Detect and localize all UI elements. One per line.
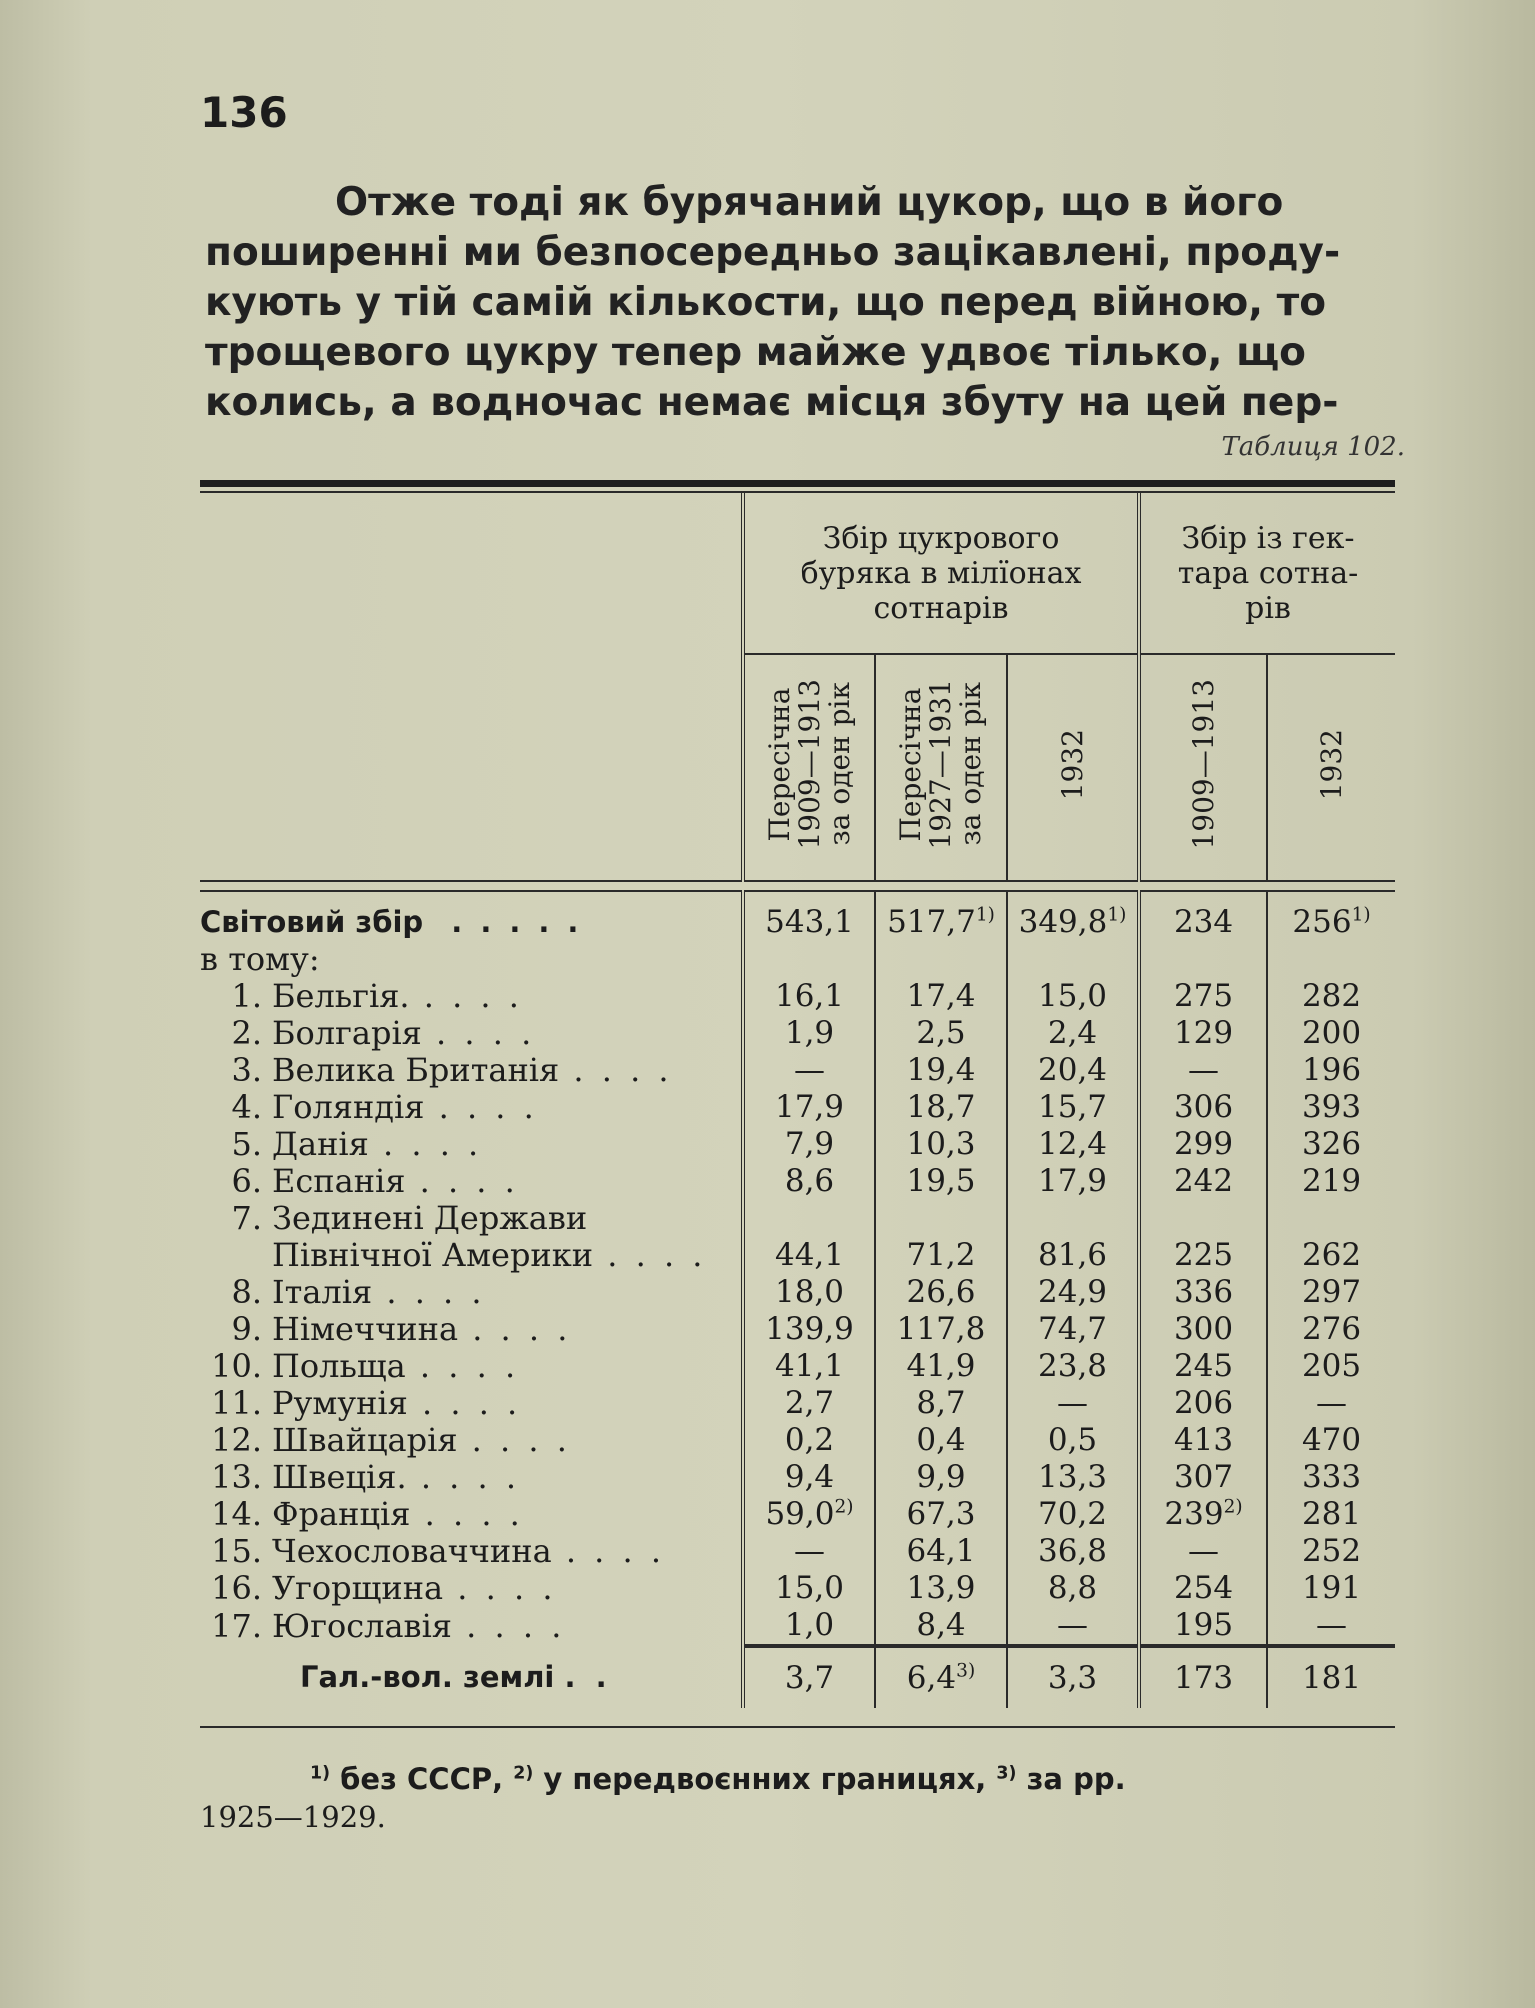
table-cell: 1,9 (743, 1015, 875, 1052)
table-cell (1267, 1200, 1395, 1237)
table-cell: 191 (1267, 1570, 1395, 1607)
table-cell (1007, 1200, 1139, 1237)
table-cell: 16,1 (743, 978, 875, 1015)
table-cell: 205 (1267, 1348, 1395, 1385)
footnote-mark: 1) (975, 904, 995, 926)
header-divider (200, 881, 1395, 891)
subheader-text: Пересічна 1909—1913 за оден рік (762, 679, 856, 850)
country-name: 11. Румунія . . . . (211, 1384, 522, 1422)
table-cell: 281 (1267, 1496, 1395, 1533)
table-cell: — (743, 1052, 875, 1089)
table-cell: 17,9 (743, 1089, 875, 1126)
table-cell: 0,2 (743, 1422, 875, 1459)
table-cell: 7,9 (743, 1126, 875, 1163)
subheader-col-4 (1139, 654, 1267, 881)
group-header-harvest-text: Збір цукрового буряка в мілїонах сотнарів (800, 520, 1082, 626)
country-name: 14. Франція . . . . (211, 1495, 524, 1533)
table-cell (1139, 1200, 1267, 1237)
group-header-yield (1139, 493, 1395, 654)
table-cell: 299 (1139, 1126, 1267, 1163)
table-cell: 13,9 (875, 1570, 1007, 1607)
table-cell: 276 (1267, 1311, 1395, 1348)
table-cell: 2,4 (1007, 1015, 1139, 1052)
table-cell: 254 (1139, 1570, 1267, 1607)
table-cell: 8,8 (1007, 1570, 1139, 1607)
table-cell: 262 (1267, 1237, 1395, 1274)
country-name: 8. Італія . . . . (231, 1273, 486, 1311)
table-cell: 64,1 (875, 1533, 1007, 1570)
table-cell: 18,0 (743, 1274, 875, 1311)
paragraph-line: кують у тій самій кількости, що перед війною, то (205, 280, 1327, 325)
in-which-label: в тому: (200, 940, 320, 978)
table-cell: 470 (1267, 1422, 1395, 1459)
footnote-line-1: $^{1)}$ без СССР, $^{2)}$ у передвоєнних границях, $^{3)}$ за рр. (310, 1762, 1126, 1796)
table-cell: 173 (1139, 1646, 1267, 1708)
table-cell (875, 1200, 1007, 1237)
table-cell: 8,4 (875, 1607, 1007, 1646)
page-number: 136 (200, 88, 288, 137)
summary-label: Гал.-вол. землі . . (300, 1659, 607, 1694)
table-row (200, 1570, 1395, 1607)
subheader-col-3 (1007, 654, 1139, 881)
table-cell: — (1267, 1607, 1395, 1646)
table-cell: 41,9 (875, 1348, 1007, 1385)
table-cell: 2,7 (743, 1385, 875, 1422)
table-row (200, 1015, 1395, 1052)
table-cell: 8,7 (875, 1385, 1007, 1422)
subheader-col-2 (875, 654, 1007, 881)
table-cell: 81,6 (1007, 1237, 1139, 1274)
table-cell: 1,0 (743, 1607, 875, 1646)
table-cell: — (1139, 1533, 1267, 1570)
table-cell: 200 (1267, 1015, 1395, 1052)
table-cell: 393 (1267, 1089, 1395, 1126)
table-cell: 2,5 (875, 1015, 1007, 1052)
table-row (200, 1311, 1395, 1348)
footnote-mark: 2) (834, 1496, 854, 1518)
table-row (200, 1607, 1395, 1646)
table-cell: 41,1 (743, 1348, 875, 1385)
table-cell: 20,4 (1007, 1052, 1139, 1089)
table-cell: 256$^{1)}$ (1267, 891, 1395, 941)
table-cell: 225 (1139, 1237, 1267, 1274)
country-name: Північної Америки . . . . (272, 1236, 707, 1274)
table-cell: 18,7 (875, 1089, 1007, 1126)
table-row (200, 1496, 1395, 1533)
table-cell: 9,9 (875, 1459, 1007, 1496)
table-cell: 74,7 (1007, 1311, 1139, 1348)
footnote-mark: 1) (1351, 904, 1371, 926)
table-cell: 0,5 (1007, 1422, 1139, 1459)
table-cell: 282 (1267, 978, 1395, 1015)
footnote-mark: 3) (956, 1660, 976, 1682)
country-name: 3. Велика Британія . . . . (231, 1051, 673, 1089)
table-cell: 10,3 (875, 1126, 1007, 1163)
body-paragraph (205, 178, 1405, 428)
country-name: 13. Швеція. . . . . (211, 1458, 521, 1496)
table-row (200, 1163, 1395, 1200)
table-cell: 12,4 (1007, 1126, 1139, 1163)
table-cell: 181 (1267, 1646, 1395, 1708)
table-cell: 326 (1267, 1126, 1395, 1163)
table-cell: 206 (1139, 1385, 1267, 1422)
table-cell: 9,4 (743, 1459, 875, 1496)
country-name: 12. Швайцарія . . . . (211, 1421, 571, 1459)
table-cell: 307 (1139, 1459, 1267, 1496)
table-cell: 13,3 (1007, 1459, 1139, 1496)
group-header-yield-text: Збір із гек- тара сотна- рів (1177, 520, 1359, 626)
table-cell: 26,6 (875, 1274, 1007, 1311)
table-cell: 219 (1267, 1163, 1395, 1200)
table-row (200, 1126, 1395, 1163)
country-name: 2. Болгарія . . . . (231, 1014, 536, 1052)
country-name: 6. Еспанія . . . . (231, 1162, 519, 1200)
subheader-col-5 (1267, 654, 1395, 881)
table-row (200, 1459, 1395, 1496)
table-cell: 195 (1139, 1607, 1267, 1646)
table-cell: — (1139, 1052, 1267, 1089)
table-cell: 3,3 (1007, 1646, 1139, 1708)
table-row (200, 1348, 1395, 1385)
footnote-rule (200, 1726, 1395, 1728)
table-row (200, 1274, 1395, 1311)
table-cell: 139,9 (743, 1311, 875, 1348)
country-name: 5. Данія . . . . (231, 1125, 483, 1163)
table-row (200, 1422, 1395, 1459)
table-cell: 239$^{2)}$ (1139, 1496, 1267, 1533)
summary-row (200, 1646, 1395, 1708)
table-cell: 245 (1139, 1348, 1267, 1385)
table-cell: 306 (1139, 1089, 1267, 1126)
table-cell: 129 (1139, 1015, 1267, 1052)
table-cell: 234 (1139, 891, 1267, 941)
in-which-row (200, 941, 1395, 978)
subheader-text: 1909—1913 (1186, 679, 1220, 850)
paragraph-line: трощевого цукру тепер майже удвоє тілько, що (205, 330, 1306, 375)
table-cell: — (1007, 1607, 1139, 1646)
table-top-rule (200, 480, 1395, 487)
country-name: 9. Німеччина . . . . (231, 1310, 572, 1348)
table-cell: 70,2 (1007, 1496, 1139, 1533)
group-header-harvest (743, 493, 1139, 654)
table-row (200, 1237, 1395, 1274)
table-cell: 297 (1267, 1274, 1395, 1311)
subheader-text: Пересічна 1927—1931 за оден рік (894, 679, 987, 850)
table-cell: 336 (1139, 1274, 1267, 1311)
country-name: 7. Зединені Держави (231, 1199, 588, 1237)
subheader-text: 1932 (1055, 728, 1089, 801)
table-cell: 6,4$^{3)}$ (875, 1646, 1007, 1708)
table-cell: 252 (1267, 1533, 1395, 1570)
table-cell: 242 (1139, 1163, 1267, 1200)
table-cell: 117,8 (875, 1311, 1007, 1348)
table-row (200, 1089, 1395, 1126)
subheader-text: 1932 (1314, 728, 1348, 801)
table-cell: 24,9 (1007, 1274, 1139, 1311)
country-name: 16. Угорщина . . . . (211, 1569, 557, 1607)
paragraph-line: поширенні ми безпосередньо зацікавлені, проду- (205, 230, 1341, 275)
table-cell: 543,1 (743, 891, 875, 941)
country-name: 4. Голяндія . . . . (231, 1088, 538, 1126)
table-cell: 517,7$^{1)}$ (875, 891, 1007, 941)
footnote-mark: 1) (1107, 904, 1127, 926)
table-cell: 15,0 (743, 1570, 875, 1607)
table-cell: — (1267, 1385, 1395, 1422)
country-name: 1. Бельгія. . . . . (231, 977, 523, 1015)
table-cell: — (743, 1533, 875, 1570)
paragraph-line: Отже тоді як бурячаний цукор, що в його (335, 180, 1284, 225)
table-cell: 3,7 (743, 1646, 875, 1708)
country-name: 15. Чехословаччина . . . . (211, 1532, 666, 1570)
table-cell: 59,0$^{2)}$ (743, 1496, 875, 1533)
table-cell (743, 1200, 875, 1237)
table-caption: Таблиця 102. (1221, 432, 1405, 462)
table-cell: 349,8$^{1)}$ (1007, 891, 1139, 941)
world-row (200, 891, 1395, 941)
table-cell: 275 (1139, 978, 1267, 1015)
table-cell: 67,3 (875, 1496, 1007, 1533)
table-cell: 15,7 (1007, 1089, 1139, 1126)
table-cell: 333 (1267, 1459, 1395, 1496)
table-cell: — (1007, 1385, 1139, 1422)
country-name: 17. Югославія . . . . (211, 1607, 566, 1645)
table-cell: 23,8 (1007, 1348, 1139, 1385)
table-cell: 0,4 (875, 1422, 1007, 1459)
table-row (200, 1200, 1395, 1237)
table-cell: 8,6 (743, 1163, 875, 1200)
table-cell: 17,4 (875, 978, 1007, 1015)
table-cell: 71,2 (875, 1237, 1007, 1274)
table-row (200, 1385, 1395, 1422)
table-cell: 413 (1139, 1422, 1267, 1459)
table-cell: 15,0 (1007, 978, 1139, 1015)
table-cell: 44,1 (743, 1237, 875, 1274)
world-label: Світовий збір ..... (200, 905, 579, 939)
table-row (200, 978, 1395, 1015)
footnote-line-2: 1925—1929. (200, 1800, 386, 1834)
sugar-beet-table (200, 480, 1395, 1728)
table-row (200, 1533, 1395, 1570)
data-table (200, 493, 1395, 1708)
subheader-col-1 (743, 654, 875, 881)
stub-header (200, 493, 743, 881)
table-cell: 19,5 (875, 1163, 1007, 1200)
footnote (200, 1760, 1395, 1836)
country-rows (200, 978, 1395, 1646)
footnote-mark: 2) (1223, 1496, 1243, 1518)
table-cell: 19,4 (875, 1052, 1007, 1089)
paragraph-line: колись, а водночас немає місця збуту на цей пер- (205, 380, 1339, 425)
table-cell: 17,9 (1007, 1163, 1139, 1200)
table-cell: 196 (1267, 1052, 1395, 1089)
table-cell: 36,8 (1007, 1533, 1139, 1570)
table-cell: 300 (1139, 1311, 1267, 1348)
table-row (200, 1052, 1395, 1089)
country-name: 10. Польща . . . . (211, 1347, 520, 1385)
